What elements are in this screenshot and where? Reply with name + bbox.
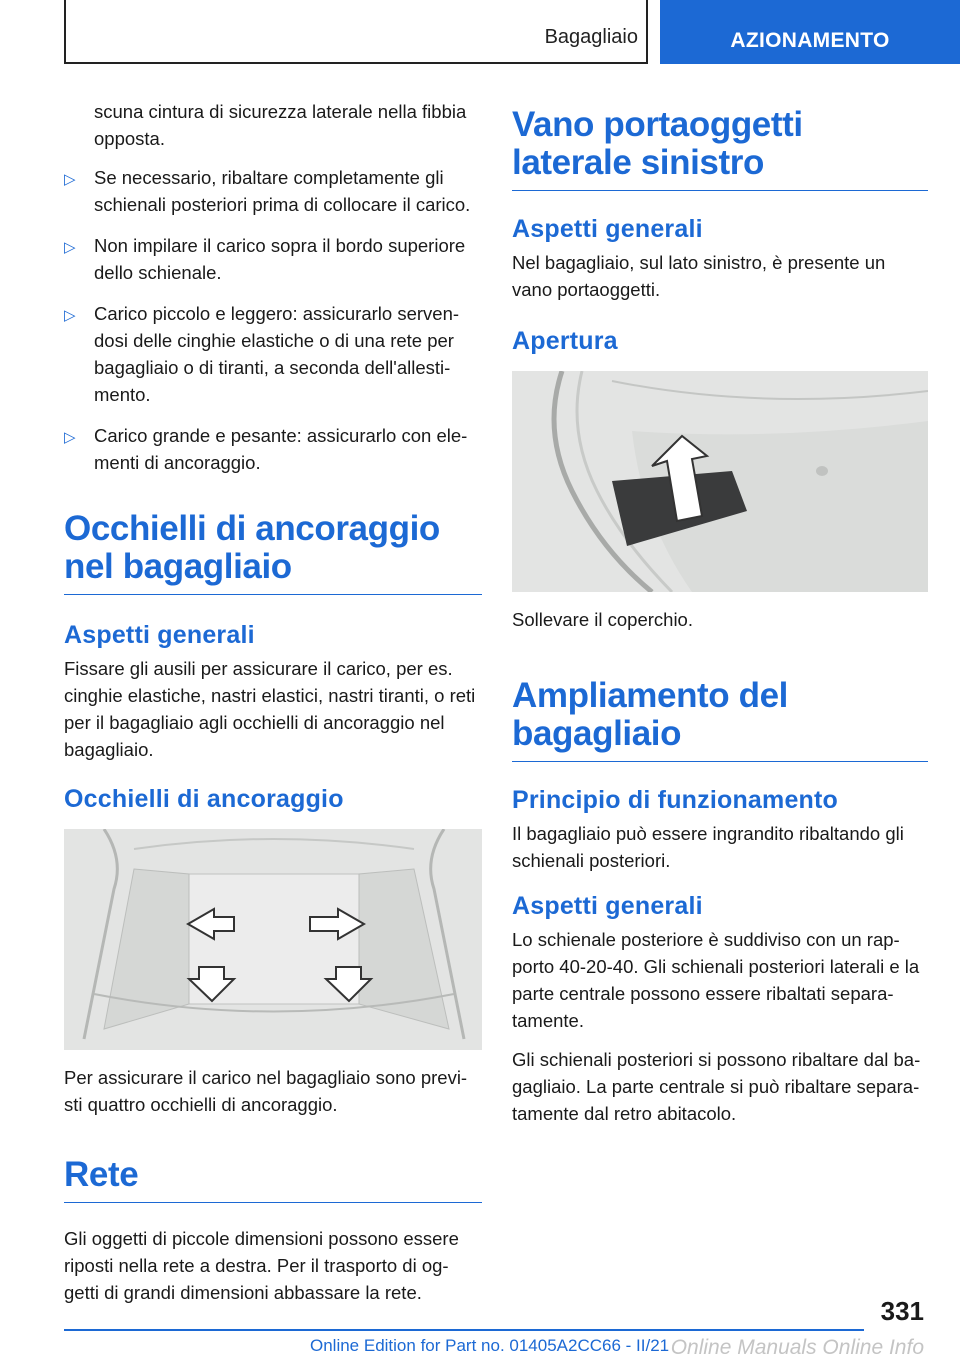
subsection-title: Occhielli di ancoraggio [64, 785, 344, 813]
left-column [64, 98, 482, 1318]
bullet-item: ▷ Se necessario, ribaltare completamente gli schienali posteriori prima di collocare il carico. [64, 167, 471, 215]
section-title-storage-compartment: Vano portaoggetti laterale sinistro [512, 106, 928, 191]
paragraph: Fissare gli ausili per assicurare il carico, per es. cinghie elastiche, nastri elastici, nastri tiranti, o reti per il bagagliaio agli occhielli di ancoraggio nel bagagliaio. [64, 658, 476, 760]
paragraph: Lo schienale posteriore è suddiviso con un rap-porto 40-20-40. Gli schienali posteriori laterali e la parte centrale possono essere ribaltati separa-tamente. [512, 929, 920, 1031]
bullet-item: ▷ Carico grande e pesante: assicurarlo con ele-menti di ancoraggio. [64, 425, 468, 473]
right-column [512, 98, 928, 1139]
figure-caption: Per assicurare il carico nel bagagliaio sono previ-sti quattro occhielli di ancoraggio. [64, 1067, 468, 1115]
triangle-bullet-icon: ▷ [64, 307, 76, 324]
header-section-title: Bagagliaio [544, 26, 638, 48]
figure-caption: Sollevare il coperchio. [512, 609, 693, 630]
trunk-tie-down-figure [64, 829, 482, 1050]
section-title-tie-down-rings: Occhielli di ancoraggio nel bagagliaio [64, 510, 482, 595]
storage-compartment-figure [512, 371, 928, 592]
paragraph: Gli oggetti di piccole dimensioni possono essere riposti nella rete a destra. Per il trasporto di og-getti di grandi dimensioni abbassare la rete. [64, 1228, 459, 1303]
triangle-bullet-icon: ▷ [64, 429, 76, 446]
bullet-item: ▷ Carico piccolo e leggero: assicurarlo serven-dosi delle cinghie elastiche o di una rete per bagagliaio o di tiranti, a seconda dell'allesti-mento. [64, 303, 460, 405]
intro-continuation: scuna cintura di sicurezza laterale nella fibbia opposta. [94, 101, 467, 149]
section-title-net: Rete [64, 1156, 482, 1203]
paragraph: Il bagagliaio può essere ingrandito ribaltando gli schienali posteriori. [512, 823, 904, 871]
paragraph: Nel bagagliaio, sul lato sinistro, è presente un vano portaoggetti. [512, 252, 886, 300]
triangle-bullet-icon: ▷ [64, 239, 76, 256]
triangle-bullet-icon: ▷ [64, 171, 76, 188]
paragraph: Gli schienali posteriori si possono ribaltare dal ba-gagliaio. La parte centrale si può ribaltare separa-tamente dal retro abitacolo. [512, 1049, 921, 1124]
page-number: 331 [880, 1296, 924, 1326]
trunk-illustration [64, 829, 482, 1050]
subsection-title: Apertura [512, 327, 618, 355]
subsection-title: Aspetti generali [512, 215, 703, 243]
section-title-trunk-expansion: Ampliamento del bagagliaio [512, 677, 928, 762]
watermark: Online Manuals Online Info [670, 1336, 924, 1359]
header-chapter-tab: AZIONAMENTO [660, 0, 960, 64]
subsection-title: Aspetti generali [64, 621, 255, 649]
footer-divider [64, 1329, 864, 1331]
subsection-title: Principio di funzionamento [512, 786, 839, 814]
subsection-title: Aspetti generali [512, 892, 703, 920]
bullet-item: ▷ Non impilare il carico sopra il bordo superiore dello schienale. [64, 235, 466, 283]
storage-compartment-illustration [512, 371, 928, 592]
edition-note: Online Edition for Part no. 01405A2CC66 - II/21 [310, 1336, 670, 1355]
